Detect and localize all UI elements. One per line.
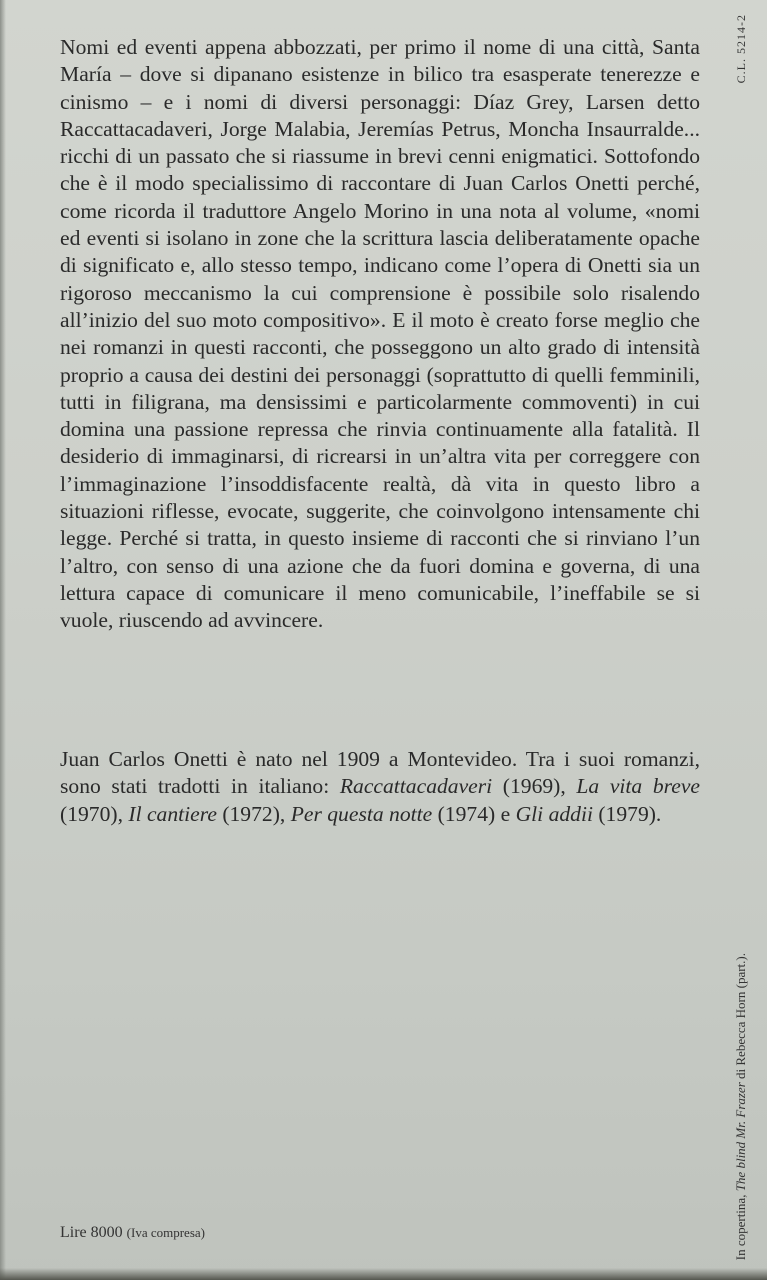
work-year: (1974) e — [432, 801, 516, 826]
cover-edge-shadow — [0, 0, 6, 1280]
work-year: (1970), — [60, 801, 129, 826]
catalog-code — [728, 14, 754, 104]
work-title: La vita breve — [576, 774, 700, 799]
cover-credit-text — [733, 953, 749, 1260]
work-year: (1972), — [216, 801, 291, 826]
credit-title: The blind Mr. Frazer — [733, 1081, 748, 1192]
credit-suffix: di Rebecca Horn (part.). — [733, 952, 748, 1082]
credit-prefix: In copertina, — [733, 1191, 748, 1260]
cover-credit — [728, 840, 754, 1260]
catalog-code-text: C.L. 5214-2 — [733, 14, 748, 84]
price-note: (Iva compresa) — [126, 1225, 205, 1240]
work-year: (1979). — [592, 801, 662, 826]
bio-intro: Juan Carlos Onetti è nato nel 1909 a Montevideo. Tra i suoi romanzi, sono stati tradotti in italiano: — [60, 747, 700, 799]
work-year: (1969), — [492, 774, 577, 799]
price-label — [60, 1223, 205, 1243]
cover-bottom-shadow — [0, 1268, 767, 1280]
price-value: Lire 8000 — [60, 1224, 123, 1241]
work-title: Il cantiere — [128, 801, 217, 826]
work-title: Per questa notte — [290, 801, 433, 826]
work-title: Raccattacadaveri — [339, 774, 493, 799]
blurb-paragraph: Nomi ed eventi appena abbozzati, per primo il nome di una città, Santa María – dove si dipanano esistenze in bilico tra esasperate tenerezze e cinismo – e i nomi di diversi personaggi: Díaz Grey, Larsen detto Raccattacadaveri, Jorge Malabia, Jeremías Petrus, Moncha Insaurralde... ricchi di un passato che si riassume in brevi cenni enigmatici. Sottofondo che è il modo specialissimo di raccontare di Juan Carlos Onetti perché, come ricorda il traduttore Angelo Morino in una nota al volume, «nomi ed eventi si isolano in zone che la scrittura lascia deliberatamente opache di significato e, allo stesso tempo, indicano come l’opera di Onetti sia un rigoroso meccanismo la cui comprensione è possibile solo risalendo all’inizio del suo moto compositivo». E il moto è creato forse meglio che nei romanzi in questi racconti, che posseggono un alto grado di intensità proprio a causa dei destini dei personaggi (soprattutto di quelli femminili, tutti in filigrana, ma densissimi e particolarmente commoventi) in cui domina una passione repressa che rinvia continuamente alla fatalità. Il desiderio di immaginarsi, di ricrearsi in un’altra vita per correggere con l’immaginazione l’insoddisfacente realtà, dà vita in questo libro a situazioni riflesse, evocate, suggerite, che coinvolgono intensamente chi legge. Perché si tratta, in questo insieme di racconti che si rinviano l’un l’altro, con senso di una azione che da fuori domina e governa, di una lettura capace di comunicare il meno comunicabile, l’ineffabile se si vuole, riuscendo ad avvincere. — [60, 35, 700, 633]
author-bio — [60, 746, 700, 828]
work-title: Gli addii — [515, 801, 593, 826]
blurb-text — [60, 34, 700, 635]
